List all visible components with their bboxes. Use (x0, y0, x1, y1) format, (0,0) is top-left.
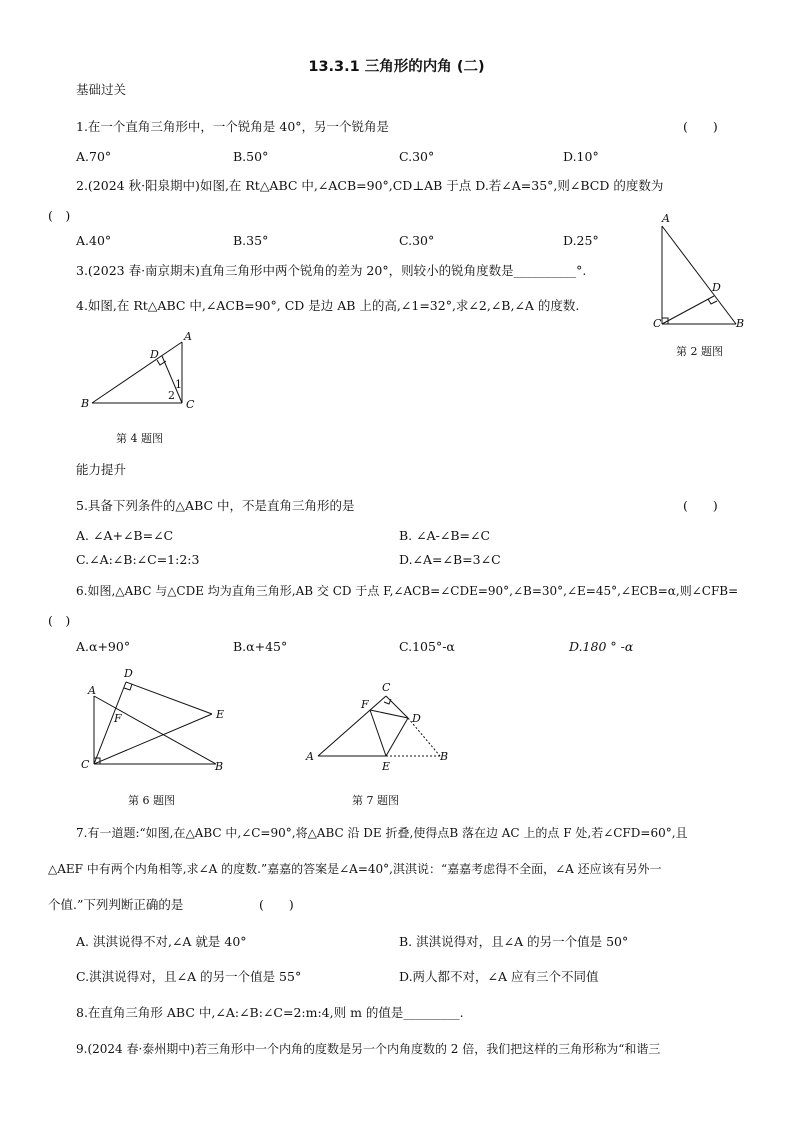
fig7-label-f: F (361, 698, 369, 711)
fig2-caption: 第 2 题图 (676, 345, 723, 358)
q5-option-c[interactable]: C.∠A:∠B:∠C=1:2:3 (76, 552, 200, 567)
fig4-label-d: D (150, 348, 159, 361)
q8-stem: 8.在直角三角形 ABC 中,∠A:∠B:∠C=2:m:4,则 m 的值是_________. (76, 1005, 464, 1020)
fig2-label-a: A (662, 212, 670, 225)
fig6-label-f: F (114, 712, 122, 725)
fig4-label-a: A (184, 330, 192, 343)
q1-option-d[interactable]: D.10° (563, 149, 599, 164)
q7-line-3: 个值.”下列判断正确的是 (48, 897, 184, 912)
q6-option-c[interactable]: C.105°-α (399, 639, 455, 654)
q7-option-c[interactable]: C.淇淇说得对，且∠A 的另一个值是 55° (76, 969, 302, 984)
fig7-fold-fd (370, 710, 408, 718)
q6-option-b[interactable]: B.α+45° (233, 639, 288, 654)
page-title: 13.3.1 三角形的内角 (二) (308, 59, 485, 75)
q2-paren: ( ) (48, 208, 71, 223)
section-basic: 基础过关 (76, 82, 127, 97)
fig7-label-c: C (382, 681, 391, 694)
fig6-side-ce (94, 714, 212, 764)
fig4-angle-2: 2 (168, 389, 175, 402)
fig6-side-de (126, 682, 212, 714)
q7-line-1: 7.有一道题:“如图,在△ABC 中,∠C=90°,将△ABC 沿 DE 折叠,使得点B 落在边 AC 上的点 F 处,若∠CFD=60°,且 (76, 826, 688, 840)
q2-option-a[interactable]: A.40° (76, 233, 112, 248)
fig7-label-a: A (306, 750, 314, 763)
q7-option-a[interactable]: A. 淇淇说得不对,∠A 就是 40° (76, 934, 247, 949)
fig7-fold-fe (370, 710, 386, 756)
q2-stem: 2.(2024 秋·阳泉期中)如图,在 Rt△ABC 中,∠ACB=90°,CD⊥AB 于点 D.若∠A=35°,则∠BCD 的度数为 (76, 178, 664, 193)
fig2-label-c: C (653, 317, 662, 330)
figure-2-diagram (640, 208, 760, 338)
q6-paren: ( ) (48, 613, 71, 628)
fig7-caption: 第 7 题图 (352, 794, 399, 807)
q4-stem: 4.如图,在 Rt△ABC 中,∠ACB=90°, CD 是边 AB 上的高,∠1=32°,求∠2,∠B,∠A 的度数. (76, 298, 580, 313)
figure-6-diagram (78, 664, 238, 776)
fig6-label-e: E (216, 708, 225, 721)
fig2-label-d: D (712, 281, 721, 294)
fig6-caption: 第 6 题图 (128, 794, 175, 807)
fig2-label-b: B (736, 317, 745, 330)
fig7-side-cd (386, 696, 408, 718)
fig4-label-c: C (186, 398, 195, 411)
fig4-caption: 第 4 题图 (116, 432, 163, 445)
fig4-angle-1: 1 (175, 378, 182, 391)
fig6-side-ab (94, 696, 216, 764)
section-advanced: 能力提升 (76, 462, 127, 477)
q6-option-a[interactable]: A.α+90° (76, 639, 131, 654)
q2-option-d[interactable]: D.25° (563, 233, 599, 248)
q5-stem: 5.具备下列条件的△ABC 中，不是直角三角形的是 (76, 498, 355, 513)
fig7-crease-ed (386, 718, 408, 756)
fig2-side-ab (662, 226, 736, 324)
fig7-label-b: B (440, 750, 449, 763)
q1-option-c[interactable]: C.30° (399, 149, 435, 164)
fig6-label-c: C (81, 758, 90, 771)
q5-option-b[interactable]: B. ∠A-∠B=∠C (399, 528, 491, 543)
q1-stem: 1.在一个直角三角形中，一个锐角是 40°，另一个锐角是 (76, 119, 390, 134)
q5-paren: ( ) (683, 498, 718, 513)
q1-option-b[interactable]: B.50° (233, 149, 269, 164)
fig7-label-e: E (382, 760, 391, 773)
fig6-label-d: D (124, 667, 133, 680)
fig4-label-b: B (81, 397, 90, 410)
q7-paren: ( ) (259, 897, 294, 912)
figure-7-diagram (304, 680, 464, 775)
fig6-label-b: B (215, 760, 224, 773)
q3-stem: 3.(2023 春·南京期末)直角三角形中两个锐角的差为 20°，则较小的锐角度数是__________°. (76, 263, 587, 278)
q2-option-b[interactable]: B.35° (233, 233, 269, 248)
q6-option-d[interactable]: D.180 ° -α (569, 639, 634, 654)
q7-line-2: △AEF 中有两个内角相等,求∠A 的度数.”嘉嘉的答案是∠A=40°,淇淇说：“嘉嘉考虑得不全面，∠A 还应该有另外一 (48, 862, 662, 876)
q6-stem: 6.如图,△ABC 与△CDE 均为直角三角形,AB 交 CD 于点 F,∠ACB=∠CDE=90°,∠B=30°,∠E=45°,∠ECB=α,则∠CFB= (76, 584, 739, 598)
q2-option-c[interactable]: C.30° (399, 233, 435, 248)
q7-option-b[interactable]: B. 淇淇说得对，且∠A 的另一个值是 50° (399, 934, 629, 949)
fig2-right-angle-mark (708, 299, 717, 304)
q5-option-a[interactable]: A. ∠A+∠B=∠C (76, 528, 174, 543)
q1-option-a[interactable]: A.70° (76, 149, 112, 164)
fig7-label-d: D (412, 712, 421, 725)
fig2-altitude-cd (662, 296, 714, 324)
fig6-label-a: A (88, 684, 96, 697)
q5-option-d[interactable]: D.∠A=∠B=3∠C (399, 552, 501, 567)
q9-stem: 9.(2024 春·泰州期中)若三角形中一个内角的度数是另一个内角度数的 2 倍，我们把这样的三角形称为“和谐三 (76, 1042, 661, 1056)
figure-4-diagram (80, 330, 210, 410)
q1-paren: ( ) (683, 119, 718, 134)
q7-option-d[interactable]: D.两人都不对，∠A 应有三个不同值 (399, 969, 599, 984)
